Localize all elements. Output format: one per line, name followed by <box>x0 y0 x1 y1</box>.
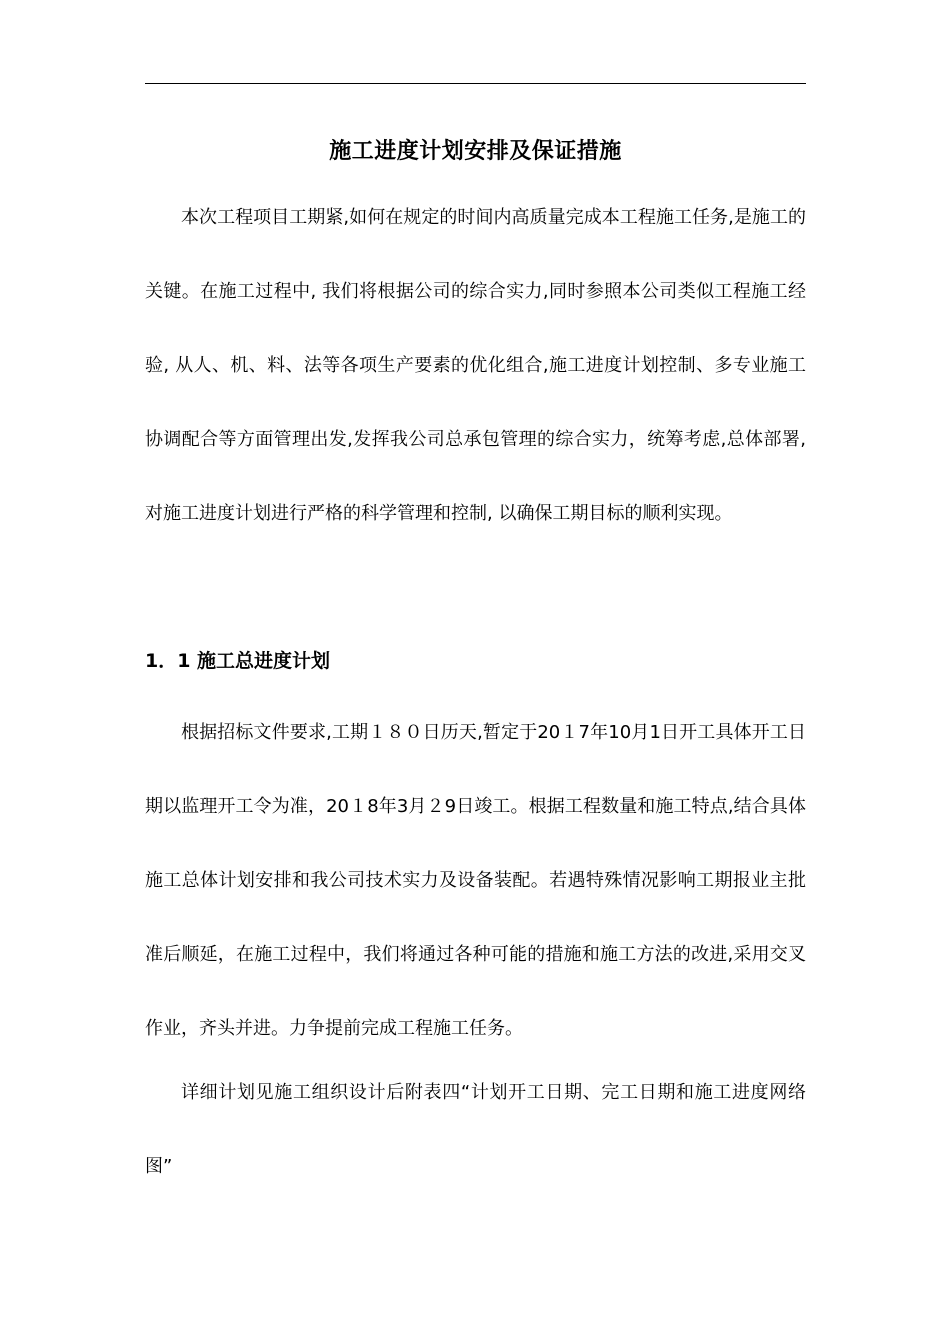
intro-paragraph: 本次工程项目工期紧,如何在规定的时间内高质量完成本工程施工任务,是施工的关键。在施工过程中, 我们将根据公司的综合实力,同时参照本公司类似工程施工经验, 从人、机、料、法等各项生产要素的优化组合,施工进度计划控制、多专业施工协调配合等方面管理出发,发挥我公司总承包管理的综合实力，统筹考虑,总体部署, 对施工进度计划进行严格的科学管理和控制, 以确保工期目标的顺利实现。 <box>145 207 806 524</box>
document-title: 施工进度计划安排及保证措施 <box>329 139 622 164</box>
header-rule <box>145 83 806 84</box>
detail-paragraph: 详细计划见施工组织设计后附表四“计划开工日期、完工日期和施工进度网络图” <box>145 1082 806 1177</box>
schedule-paragraph: 根据招标文件要求,工期１８０日历天,暂定于20１7年10月1日开工具体开工日期以监理开工令为准，20１8年3月２9日竣工。根据工程数量和施工特点,结合具体施工总体计划安排和我公司技术实力及设备装配。若遇特殊情况影响工期报业主批准后顺延，在施工过程中，我们将通过各种可能的措施和施工方法的改进,采用交叉作业，齐头并进。力争提前完成工程施工任务。 <box>145 722 806 1039</box>
section-heading: 1．1 施工总进度计划 <box>145 650 331 672</box>
